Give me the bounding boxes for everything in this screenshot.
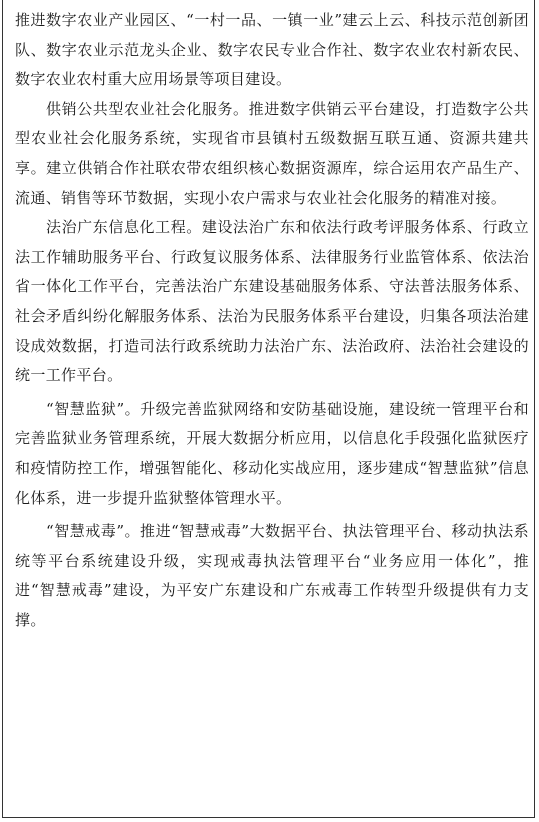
paragraph-smart-drug-rehab: “智慧戒毒”。推进“智慧戒毒”大数据平台、执法管理平台、移动执法系统等平台系统建设升级，实现戒毒执法管理平台“业务应用一体化”，推进“智慧戒毒”建设，为平安广东建设和广东戒毒工作转型升级提供有力支撑。: [15, 522, 529, 629]
document-body: [15, 6, 529, 635]
paragraph-digital-agriculture-projects: 推进数字农业产业园区、“一村一品、一镇一业”建云上云、科技示范创新团队、数字农业示范龙头企业、数字农民专业合作社、数字农业农村新农民、数字农业农村重大应用场景等项目建设。: [15, 11, 529, 89]
paragraph-smart-prison: “智慧监狱”。升级完善监狱网络和安防基础设施，建设统一管理平台和完善监狱业务管理系统，开展大数据分析应用，以信息化手段强化监狱医疗和疫情防控工作，增强智能化、移动化实战应用，逐步建成“智慧监狱”信息化体系，进一步提升监狱整体管理水平。: [15, 399, 529, 507]
document-frame: [2, 0, 535, 818]
paragraph-rule-of-law-informatization: 法治广东信息化工程。建设法治广东和依法行政考评服务体系、行政立法工作辅助服务平台、行政复议服务体系、法律服务行业监管体系、依法治省一体化工作平台，完善法治广东建设基础服务体系、守法普法服务体系、社会矛盾纠纷化解服务体系、法治为民服务体系平台建设，归集各项法治建设成效数据，打造司法行政系统助力法治广东、法治政府、法治社会建设的统一工作平台。: [15, 218, 529, 385]
paragraph-supply-marketing-service: 供销公共型农业社会化服务。推进数字供销云平台建设，打造数字公共型农业社会化服务系统，实现省市县镇村五级数据互联互通、资源共建共享。建立供销合作社联农带农组织核心数据资源库，综合运用农产品生产、流通、销售等环节数据，实现小农户需求与农业社会化服务的精准对接。: [15, 99, 529, 207]
